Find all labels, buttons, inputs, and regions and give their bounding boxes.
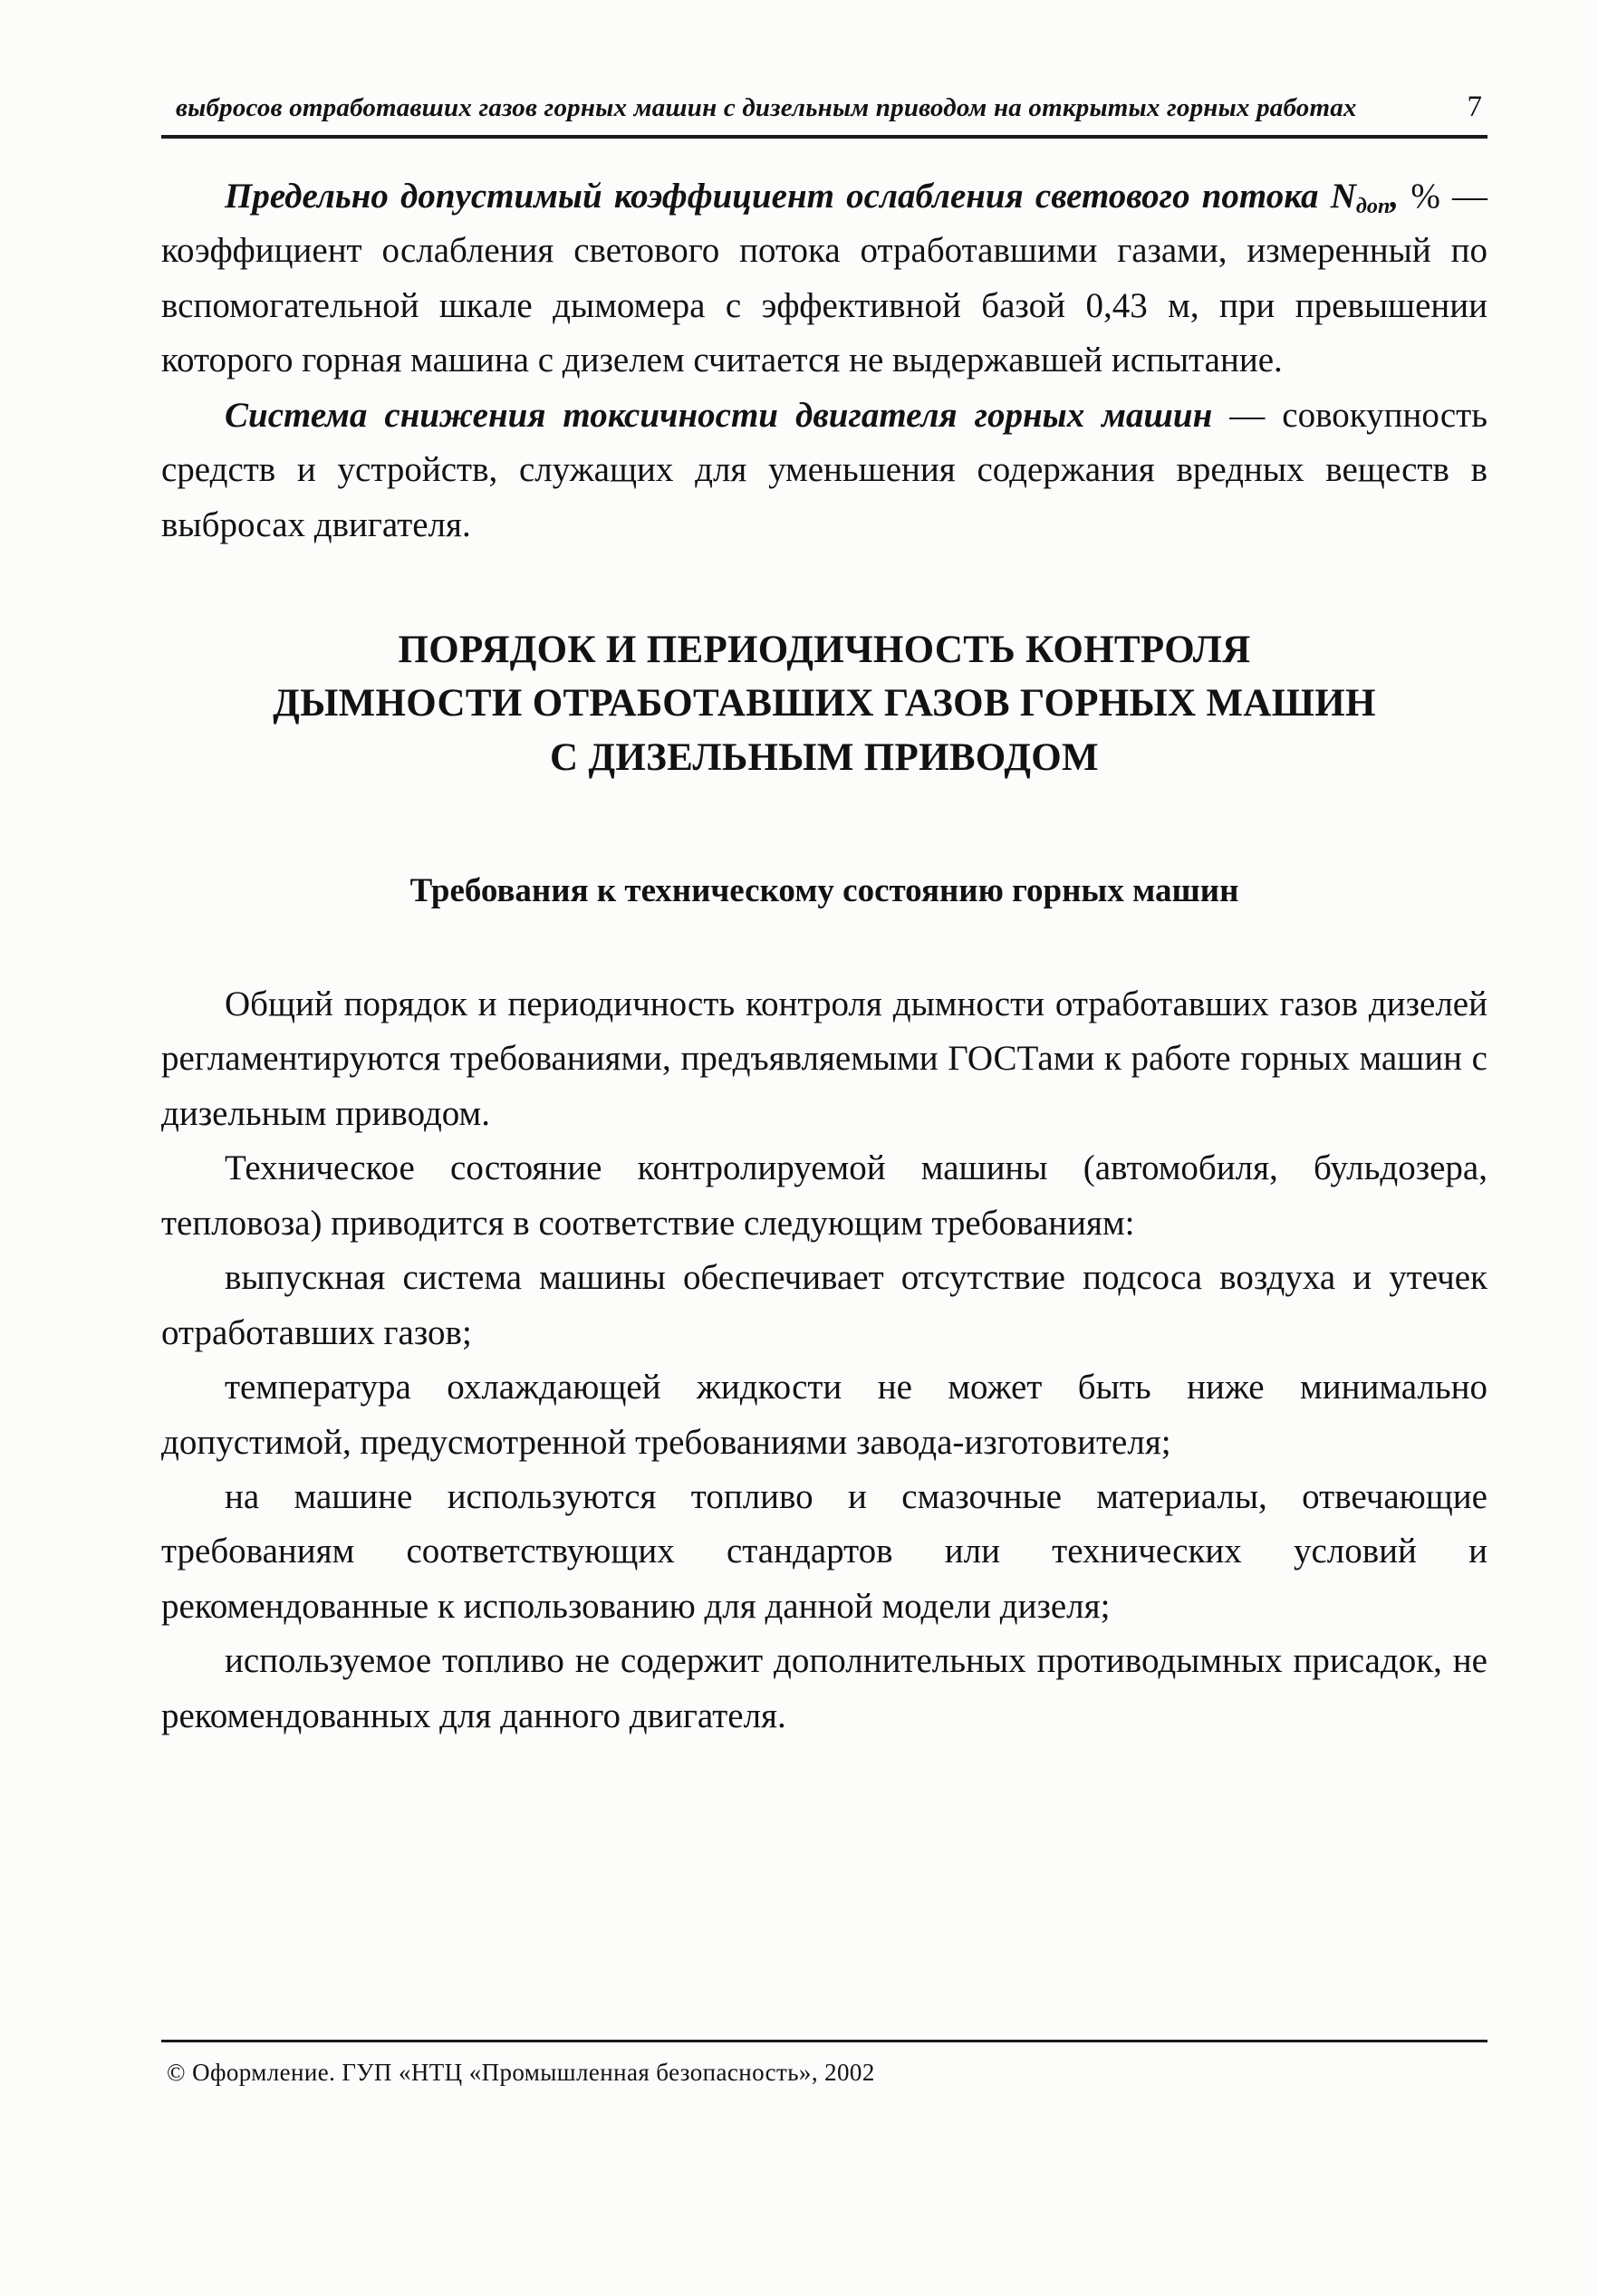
body-paragraph: на машине используются топливо и смазочные материалы, отвечающие требованиям соответствующих стандартов или технических условий и рекомендованные к использованию для данной модели дизеля; xyxy=(161,1476,1487,1626)
subsection-heading: Требования к техническому состоянию горных машин xyxy=(409,872,1239,910)
section-heading-line-2: ДЫМНОСТИ ОТРАБОТАВШИХ ГАЗОВ ГОРНЫХ МАШИН xyxy=(273,682,1376,725)
body-paragraph: температура охлаждающей жидкости не может быть ниже минимально допустимой, предусмотренной требованиями завода-изготовителя; xyxy=(161,1368,1487,1462)
running-header xyxy=(161,91,1487,135)
body-paragraph: используемое топливо не содержит дополнительных противодымных присадок, не рекомендованных для данного двигателя. xyxy=(161,1641,1487,1735)
body-paragraph: Общий порядок и периодичность контроля дымности отработавших газов дизелей регламентируются требованиями, предъявляемыми ГОСТами к работе горных машин с дизельным приводом. xyxy=(161,985,1487,1133)
definition-term-2: Система снижения токсичности двигателя горных машин xyxy=(225,395,1213,435)
definition-term-1: Предельно допустимый коэффициент ослабления светового потока N xyxy=(225,177,1356,216)
section-heading xyxy=(161,623,1487,784)
body-paragraph: выпускная система машины обеспечивает отсутствие подсоса воздуха и утечек отработавших газов; xyxy=(161,1258,1487,1352)
definition-paragraph-2 xyxy=(161,389,1487,552)
page-number: 7 xyxy=(1467,91,1482,123)
definition-body-2: — совокупность средств и устройств, служащих для уменьшения содержания вредных веществ в выбросах двигателя. xyxy=(161,395,1487,544)
definition-body-1: % — коэффициент ослабления светового потока отработавшими газами, измеренный по вспомогательной шкале дымомера с эффективной базой 0,43 м, при превышении которого горная машина с дизелем считается не выдержавшей испытание. xyxy=(161,177,1487,380)
body-paragraph: Техническое состояние контролируемой машины (автомобиля, бульдозера, тепловоза) приводится в соответствие следующим требованиям: xyxy=(161,1148,1487,1243)
page-content xyxy=(161,91,1487,1744)
running-title: выбросов отработавших газов горных машин с дизельным приводом на открытых горных работах xyxy=(176,93,1357,122)
section-heading-line-1: ПОРЯДОК И ПЕРИОДИЧНОСТЬ КОНТРОЛЯ xyxy=(398,629,1251,672)
definition-term-1-tail: , xyxy=(1390,177,1400,216)
footer-copyright: © Оформление. ГУП «НТЦ «Промышленная безопасность», 2002 xyxy=(167,2059,875,2086)
page-footer xyxy=(161,2040,1487,2087)
body-paragraphs xyxy=(161,977,1487,1744)
definition-term-1-subscript: доп xyxy=(1355,194,1391,219)
definition-paragraph-1 xyxy=(161,169,1487,389)
section-heading-line-3: С ДИЗЕЛЬНЫМ ПРИВОДОМ xyxy=(550,735,1099,779)
footer-rule xyxy=(161,2040,1487,2042)
header-rule xyxy=(161,135,1487,139)
